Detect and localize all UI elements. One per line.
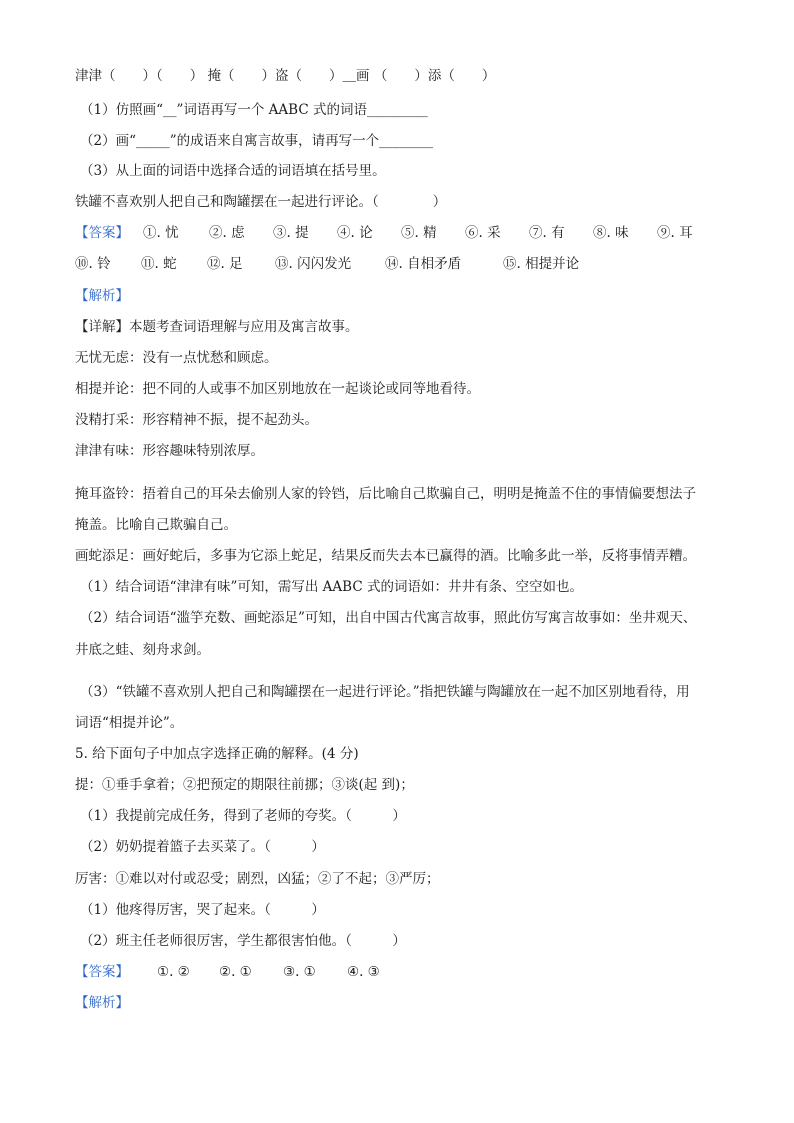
definition-line: 掩盖。比喻自己欺骗自己。 <box>75 517 237 533</box>
question-5-title: 5. 给下面句子中加点字选择正确的解释。(4 分) <box>75 746 359 762</box>
answer-item: ③. ① <box>283 964 316 980</box>
explanation-line: （3）“铁罐不喜欢别人把自己和陶罐摆在一起进行评论。”指把铁罐与陶罐放在一起不加区别地看待，用 <box>80 684 690 700</box>
answer-item: ⑭. 自相矛盾 <box>385 256 462 272</box>
answer-item: ④. 论 <box>337 225 373 241</box>
definition-line: 掩耳盗铃：捂着自己的耳朵去偷别人家的铃铛，后比喻自己欺骗自己，明明是掩盖不住的事情偏要想法子 <box>75 486 696 502</box>
answer-item: ⑮. 相提并论 <box>503 256 580 272</box>
explanation-line: （1）结合词语“津津有味”可知，需写出 AABC 式的词语如：井井有条、空空如也。 <box>80 579 583 595</box>
answer-item: ①. ② <box>157 964 190 980</box>
definition-line: 相提并论：把不同的人或事不加区别地放在一起谈论或同等地看待。 <box>75 381 480 397</box>
definition-line: 津津有味：形容趣味特别浓厚。 <box>75 443 264 459</box>
question-1: （1）仿照画“__”词语再写一个 AABC 式的词语_________ <box>80 102 428 118</box>
definition-line: 没精打采：形容精神不振，提不起劲头。 <box>75 412 318 428</box>
answer-item: ⑩. 铃 <box>75 256 111 272</box>
lihai-sentence-2: （2）班主任老师很厉害，学生都很害怕他。（ ） <box>80 933 406 949</box>
answer-item: ⑪. 蛇 <box>141 256 177 272</box>
answer-item: ⑦. 有 <box>529 225 565 241</box>
lihai-sentence-1: （1）他疼得厉害，哭了起来。（ ） <box>80 902 325 918</box>
answer-item: ③. 提 <box>273 225 309 241</box>
answer-item: ⑥. 采 <box>465 225 501 241</box>
answer-row-3 <box>75 962 725 982</box>
ti-definitions: 提：①垂手拿着；②把预定的期限往前挪；③谈(起 到)； <box>75 777 414 793</box>
answer-item: ⑤. 精 <box>401 225 437 241</box>
answer-item: ②. ① <box>219 964 252 980</box>
answer-label: 【答案】 <box>75 225 129 241</box>
answer-item: ⑬. 闪闪发光 <box>275 256 352 272</box>
ti-sentence-1: （1）我提前完成任务，得到了老师的夸奖。（ ） <box>80 808 406 824</box>
lihai-definitions: 厉害：①难以对付或忍受；剧烈，凶猛；②了不起；③严厉； <box>75 871 440 887</box>
definition-line: 画蛇添足：画好蛇后，多事为它添上蛇足，结果反而失去本已赢得的酒。比喻多此一举，反将事情弄糟。 <box>75 548 696 564</box>
answer-row-2 <box>75 254 725 274</box>
answer-item: ⑫. 足 <box>207 256 243 272</box>
answer-item: ⑧. 味 <box>593 225 629 241</box>
analysis-label: 【解析】 <box>75 288 129 304</box>
ti-sentence-2: （2）奶奶提着篮子去买菜了。（ ） <box>80 839 325 855</box>
explanation-line: （2）结合词语“滥竽充数、画蛇添足”可知，出自中国古代寓言故事，照此仿写寓言故事如：坐井观天、 <box>80 610 697 626</box>
fill-sentence: 铁罐不喜欢别人把自己和陶罐摆在一起进行评论。（ ） <box>75 194 447 210</box>
question-2: （2）画“_____”的成语来自寓言故事，请再写一个________ <box>80 133 434 149</box>
answer-item: ②. 虑 <box>209 225 245 241</box>
answer-label: 【答案】 <box>75 964 129 980</box>
explanation-line: 井底之蛙、刻舟求剑。 <box>75 642 210 658</box>
question-3: （3）从上面的词语中选择合适的词语填在括号里。 <box>80 163 386 179</box>
answer-row-1 <box>75 223 725 243</box>
detail-heading: 【详解】本题考查词语理解与应用及寓言故事。 <box>75 319 359 335</box>
answer-item: ④. ③ <box>347 964 380 980</box>
idiom-blanks-line: 津津（ ）（ ） 掩（ ）盗（ ）＿画 （ ）添（ ） <box>75 68 496 84</box>
answer-item: ⑨. 耳 <box>657 225 693 241</box>
explanation-line: 词语“相提并论”。 <box>75 715 184 731</box>
definition-line: 无忧无虑：没有一点忧愁和顾虑。 <box>75 350 278 366</box>
analysis-label: 【解析】 <box>75 995 129 1011</box>
answer-item: ①. 忧 <box>143 225 179 241</box>
